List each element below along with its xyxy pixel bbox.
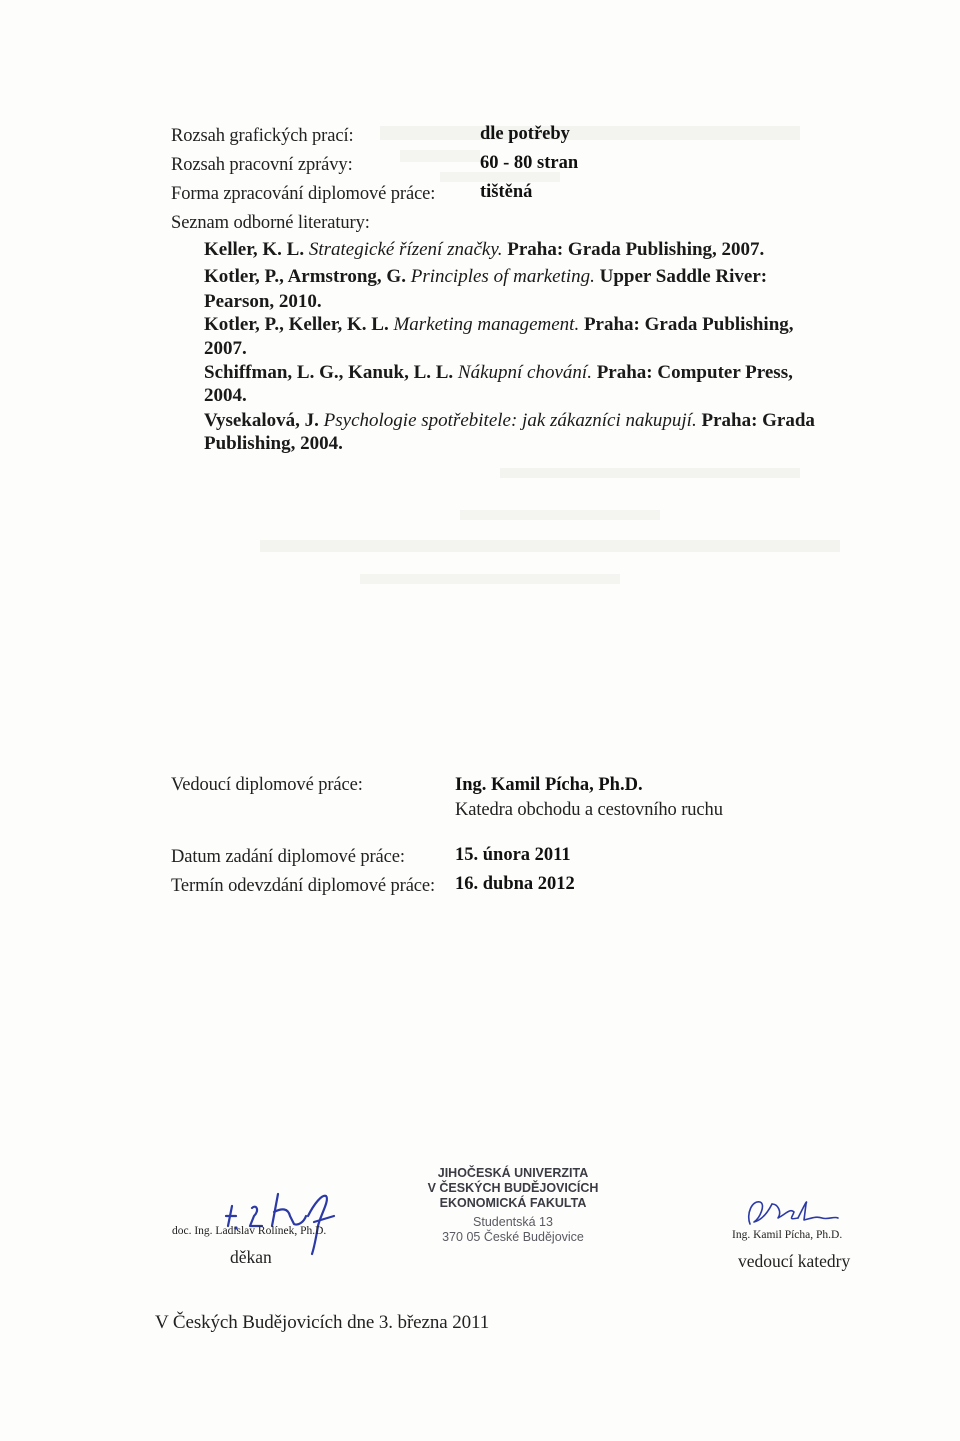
graphics-scope-value: dle potřeby	[480, 124, 570, 144]
reference-publisher: Praha: Grada	[696, 410, 815, 431]
reference-publisher: Praha: Computer Press,	[591, 362, 793, 383]
reference-continuation: 2007.	[204, 338, 247, 359]
reference-author: Vysekalová, J.	[204, 410, 324, 431]
reference-publisher: Praha: Grada Publishing, 2007.	[502, 239, 765, 260]
reference-item	[204, 239, 764, 261]
thesis-form-label: Forma zpracování diplomové práce:	[171, 184, 436, 204]
reference-item	[204, 314, 794, 336]
report-scope-label: Rozsah pracovní zprávy:	[171, 155, 353, 175]
dean-role: děkan	[230, 1247, 272, 1267]
reference-publisher: Praha: Grada Publishing,	[579, 314, 794, 335]
submission-date-value: 16. dubna 2012	[455, 874, 575, 894]
reference-title: Principles of marketing.	[410, 266, 595, 287]
reference-publisher: Upper Saddle River:	[594, 266, 768, 287]
supervisor-department: Katedra obchodu a cestovního ruchu	[455, 800, 723, 820]
head-role: vedoucí katedry	[738, 1251, 851, 1271]
head-signature	[742, 1194, 852, 1234]
reference-continuation: Publishing, 2004.	[204, 433, 343, 454]
stamp-line-postal: 370 05 České Budějovice	[442, 1230, 584, 1244]
submission-date-label: Termín odevzdání diplomové práce:	[171, 876, 436, 896]
dean-name: doc. Ing. Ladislav Rolínek, Ph.D.	[172, 1225, 327, 1237]
reference-continuation: 2004.	[204, 385, 247, 406]
place-and-date: V Českých Budějovicích dne 3. března 2011	[155, 1312, 490, 1333]
literature-heading: Seznam odborné literatury:	[171, 213, 370, 233]
supervisor-name: Ing. Kamil Pícha, Ph.D.	[455, 775, 643, 795]
reference-item	[204, 362, 793, 384]
reference-author: Keller, K. L.	[204, 239, 309, 260]
reference-title: Marketing management.	[393, 314, 580, 335]
assignment-date-label: Datum zadání diplomové práce:	[171, 847, 405, 867]
dean-signature	[222, 1186, 352, 1256]
supervisor-label: Vedoucí diplomové práce:	[171, 775, 363, 795]
report-scope-value: 60 - 80 stran	[480, 153, 579, 173]
reference-item	[204, 266, 767, 288]
graphics-scope-label: Rozsah grafických prací:	[171, 126, 354, 146]
stamp-line-faculty: EKONOMICKÁ FAKULTA	[439, 1196, 587, 1210]
reference-title: Nákupní chování.	[457, 362, 592, 383]
reference-item	[204, 410, 815, 432]
thesis-form-value: tištěná	[480, 182, 533, 202]
reference-author: Kotler, P., Armstrong, G.	[204, 266, 411, 287]
head-name: Ing. Kamil Pícha, Ph.D.	[732, 1229, 843, 1241]
stamp-line-street: Studentská 13	[473, 1215, 553, 1229]
reference-title: Strategické řízení značky.	[308, 239, 503, 260]
reference-author: Schiffman, L. G., Kanuk, L. L.	[204, 362, 458, 383]
reference-continuation: Pearson, 2010.	[204, 291, 322, 312]
assignment-date-value: 15. února 2011	[455, 845, 571, 865]
reference-author: Kotler, P., Keller, K. L.	[204, 314, 394, 335]
stamp-line-university: JIHOČESKÁ UNIVERZITA	[437, 1166, 589, 1180]
stamp-line-city: V ČESKÝCH BUDĚJOVICÍCH	[427, 1181, 599, 1195]
reference-title: Psychologie spotřebitele: jak zákazníci nakupují.	[323, 410, 697, 431]
faculty-stamp	[408, 1166, 618, 1244]
